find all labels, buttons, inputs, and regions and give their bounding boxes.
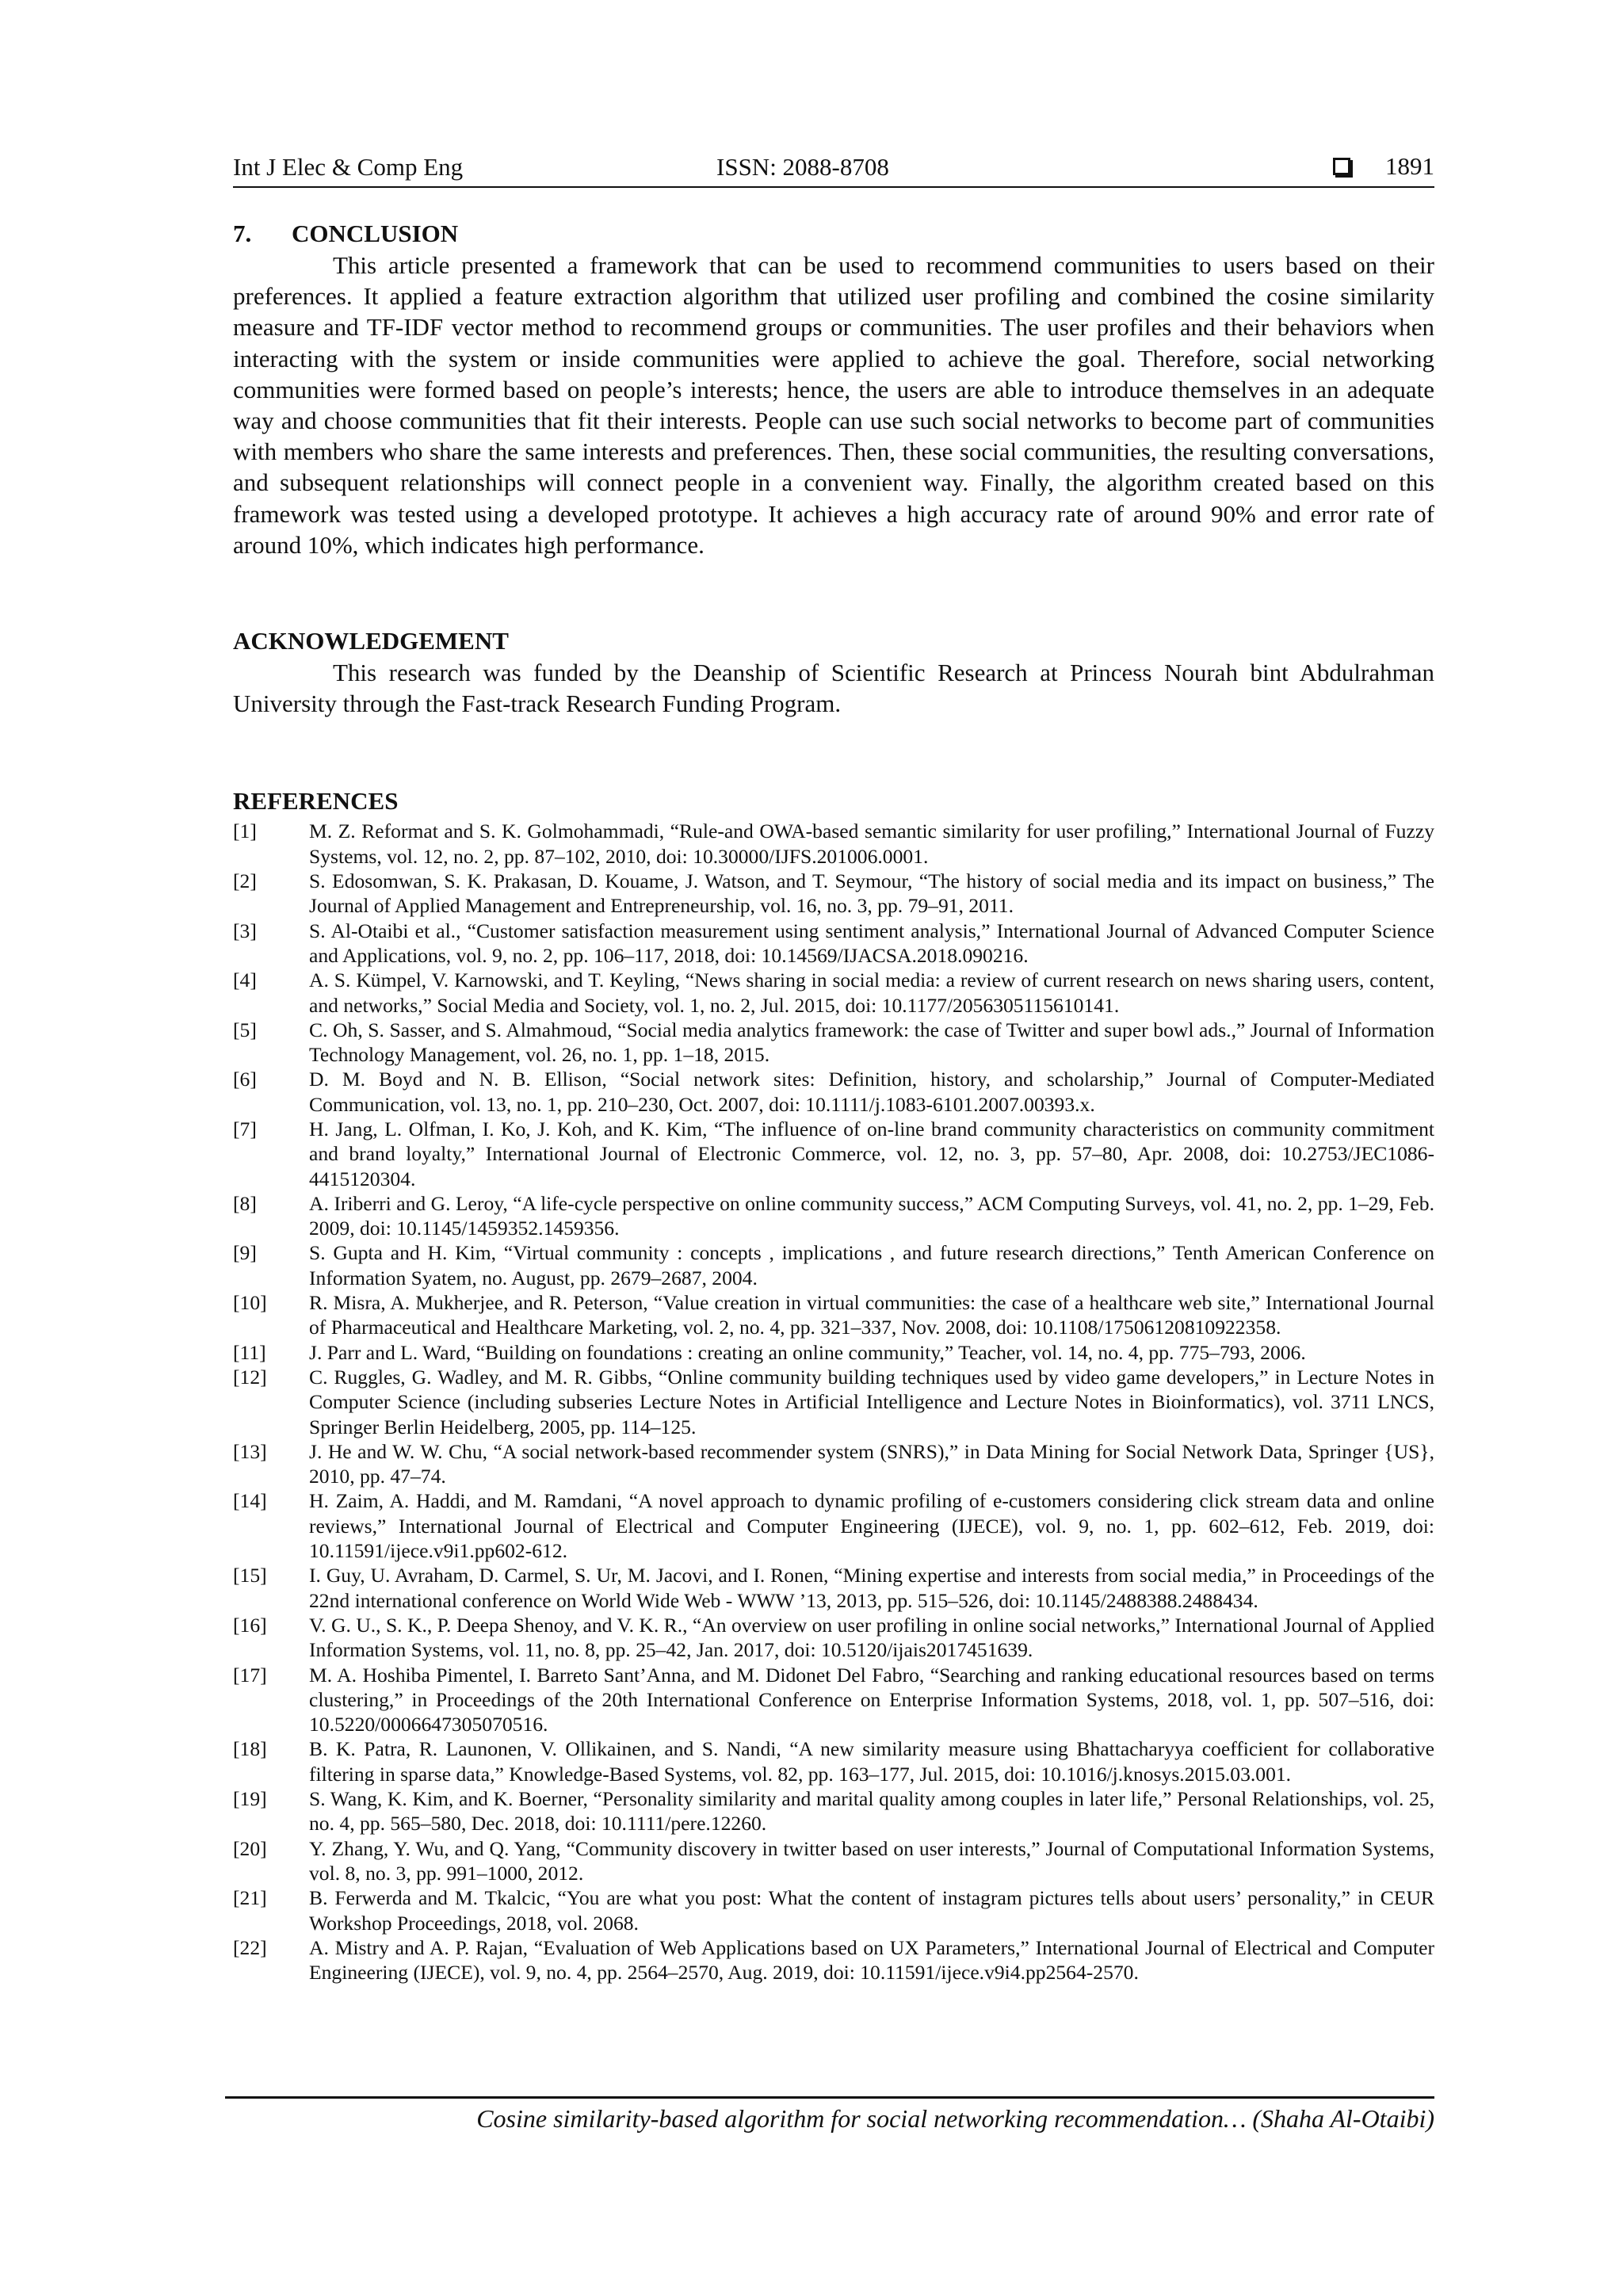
reference-item	[233, 1340, 1434, 1365]
reference-item	[233, 1191, 1434, 1241]
reference-item	[233, 819, 1434, 869]
reference-text: A. Iriberri and G. Leroy, “A life-cycle perspective on online community success,” ACM Computing Surveys, vol. 41, no. 2, pp. 1–29, Feb. 2009, doi: 10.1145/1459352.1459356.	[309, 1191, 1434, 1240]
reference-item	[233, 1290, 1434, 1340]
reference-number: [14]	[233, 1489, 267, 1513]
reference-text: D. M. Boyd and N. B. Ellison, “Social network sites: Definition, history, and scholarship,” Journal of Computer-Mediated Communication, vol. 13, no. 1, pp. 210–230, Oct. 2007, doi: 10.1111/j.1083-6101.2007.00393.x.	[309, 1068, 1434, 1116]
reference-text: M. A. Hoshiba Pimentel, I. Barreto Sant’Anna, and M. Didonet Del Fabro, “Searching and ranking educational resources based on terms clustering,” in Proceedings of the 20th International Conference on Enterprise Information Systems, 2018, vol. 1, pp. 507–516, doi: 10.5220/0006647305070516.	[309, 1663, 1434, 1736]
reference-text: J. Parr and L. Ward, “Building on foundations : creating an online community,” Teacher, vol. 14, no. 4, pp. 775–793, 2006.	[309, 1340, 1306, 1364]
reference-item	[233, 1240, 1434, 1290]
conclusion-paragraph: This article presented a framework that can be used to recommend communities to users based on their preferences. It applied a feature extraction algorithm that utilized user profiling and combined the cosine similarity measure and TF-IDF vector method to recommend groups or communities. The user profiles and their behaviors when interacting with the system or inside communities were applied to achieve the goal. Therefore, social networking communities were formed based on people’s interests; hence, the users are able to introduce themselves in an adequate way and choose communities that fit their interests. People can use such social networks to become part of communities with members who share the same interests and preferences. Then, these social communities, the resulting conversations, and subsequent relationships will connect people in a convenient way. Finally, the algorithm created based on this framework was tested using a developed prototype. It achieves a high accuracy rate of around 90% and error rate of around 10%, which indicates high performance.	[233, 251, 1434, 559]
reference-item	[233, 1365, 1434, 1439]
reference-item	[233, 869, 1434, 919]
page-number: 1891	[1385, 152, 1434, 180]
acknowledgement-heading: ACKNOWLEDGEMENT	[233, 627, 509, 655]
reference-text: C. Oh, S. Sasser, and S. Almahmoud, “Social media analytics framework: the case of Twitter and super bowl ads.,” Journal of Information Technology Management, vol. 26, no. 1, pp. 1–18, 2015.	[309, 1018, 1434, 1067]
reference-number: [2]	[233, 869, 257, 893]
reference-number: [9]	[233, 1241, 257, 1265]
reference-text: M. Z. Reformat and S. K. Golmohammadi, “Rule-and OWA-based semantic similarity for user profiling,” International Journal of Fuzzy Systems, vol. 12, no. 2, pp. 87–102, 2010, doi: 10.30000/IJFS.201006.0001.	[309, 819, 1434, 868]
reference-number: [15]	[233, 1564, 267, 1587]
reference-item	[233, 1067, 1434, 1117]
reference-text: V. G. U., S. K., P. Deepa Shenoy, and V. K. R., “An overview on user profiling in online social networks,” International Journal of Applied Information Systems, vol. 11, no. 8, pp. 25–42, Jan. 2017, doi: 10.5120/ijais2017451639.	[309, 1613, 1434, 1662]
reference-item	[233, 1836, 1434, 1886]
reference-text: S. Gupta and H. Kim, “Virtual community : concepts , implications , and future research directions,” Tenth American Conference on Information Syatem, no. August, pp. 2679–2687, 2004.	[309, 1241, 1434, 1289]
acknowledgement-paragraph: This research was funded by the Deanship of Scientific Research at Princess Nourah bint Abdulrahman University through the Fast-track Research Funding Program.	[233, 659, 1434, 718]
reference-number: [17]	[233, 1663, 267, 1687]
reference-number: [8]	[233, 1191, 257, 1215]
reference-number: [19]	[233, 1787, 267, 1811]
reference-text: S. Edosomwan, S. K. Prakasan, D. Kouame, J. Watson, and T. Seymour, “The history of social media and its impact on business,” The Journal of Applied Management and Entrepreneurship, vol. 16, no. 3, pp. 79–91, 2011.	[309, 869, 1434, 918]
reference-text: I. Guy, U. Avraham, D. Carmel, S. Ur, M. Jacovi, and I. Ronen, “Mining expertise and interests from social media,” in Proceedings of the 22nd international conference on World Wide Web - WWW ’13, 2013, pp. 515–526, doi: 10.1145/2488388.2488434.	[309, 1564, 1434, 1612]
reference-text: B. K. Patra, R. Launonen, V. Ollikainen, and S. Nandi, “A new similarity measure using Bhattacharyya coefficient for collaborative filtering in sparse data,” Knowledge-Based Systems, vol. 82, pp. 163–177, Jul. 2015, doi: 10.1016/j.knosys.2015.03.001.	[309, 1737, 1434, 1786]
reference-text: H. Zaim, A. Haddi, and M. Ramdani, “A novel approach to dynamic profiling of e-customers considering click stream data and online reviews,” International Journal of Electrical and Computer Engineering (IJECE), vol. 9, no. 1, pp. 602–612, Feb. 2019, doi: 10.11591/ijece.v9i1.pp602-612.	[309, 1489, 1434, 1563]
reference-number: [16]	[233, 1613, 267, 1637]
reference-number: [7]	[233, 1117, 257, 1140]
reference-text: H. Jang, L. Olfman, I. Ko, J. Koh, and K. Kim, “The influence of on-line brand community characteristics on community commitment and brand loyalty,” International Journal of Electronic Commerce, vol. 12, no. 3, pp. 57–80, Apr. 2008, doi: 10.2753/JEC1086-4415120304.	[309, 1117, 1434, 1190]
reference-text: R. Misra, A. Mukherjee, and R. Peterson, “Value creation in virtual communities: the case of a healthcare web site,” International Journal of Pharmaceutical and Healthcare Marketing, vol. 2, no. 4, pp. 321–337, Nov. 2008, doi: 10.1108/17506120810922358.	[309, 1291, 1434, 1339]
reference-text: Y. Zhang, Y. Wu, and Q. Yang, “Community discovery in twitter based on user interests,” Journal of Computational Information Systems, vol. 8, no. 3, pp. 991–1000, 2012.	[309, 1836, 1434, 1885]
running-footer: Cosine similarity-based algorithm for social networking recommendation… (Shaha Al-Otaibi)	[476, 2104, 1434, 2133]
reference-item	[233, 1885, 1434, 1935]
reference-number: [18]	[233, 1737, 267, 1761]
reference-number: [10]	[233, 1291, 267, 1315]
reference-number: [12]	[233, 1365, 267, 1389]
journal-name: Int J Elec & Comp Eng	[233, 153, 464, 181]
running-header	[233, 151, 1434, 188]
reference-item	[233, 1488, 1434, 1563]
reference-item	[233, 919, 1434, 968]
reference-item	[233, 1786, 1434, 1836]
reference-number: [5]	[233, 1018, 257, 1041]
reference-item	[233, 1117, 1434, 1191]
reference-text: J. He and W. W. Chu, “A social network-based recommender system (SNRS),” in Data Mining for Social Network Data, Springer {US}, 2010, pp. 47–74.	[309, 1439, 1434, 1488]
box-icon	[1333, 158, 1350, 175]
reference-text: C. Ruggles, G. Wadley, and M. R. Gibbs, “Online community building techniques used by video game developers,” in Lecture Notes in Computer Science (including subseries Lecture Notes in Artificial Intelligence and Lecture Notes in Bioinformatics), vol. 3711 LNCS, Springer Berlin Heidelberg, 2005, pp. 114–125.	[309, 1365, 1434, 1438]
section-number: 7.	[233, 220, 252, 247]
reference-number: [21]	[233, 1886, 267, 1910]
reference-item	[233, 1563, 1434, 1613]
reference-number: [4]	[233, 968, 257, 992]
reference-item	[233, 1613, 1434, 1663]
reference-number: [3]	[233, 919, 257, 942]
conclusion-heading	[233, 218, 1434, 250]
reference-number: [22]	[233, 1935, 267, 1959]
page	[233, 151, 1434, 1985]
reference-item	[233, 968, 1434, 1018]
reference-text: S. Al-Otaibi et al., “Customer satisfaction measurement using sentiment analysis,” International Journal of Advanced Computer Science and Applications, vol. 9, no. 2, pp. 106–117, 2018, doi: 10.14569/IJACSA.2018.090216.	[309, 919, 1434, 967]
reference-text: A. Mistry and A. P. Rajan, “Evaluation of Web Applications based on UX Parameters,” International Journal of Electrical and Computer Engineering (IJECE), vol. 9, no. 4, pp. 2564–2570, Aug. 2019, doi: 10.11591/ijece.v9i4.pp2564-2570.	[309, 1935, 1434, 1985]
page-number-group	[1333, 151, 1434, 182]
issn: ISSN: 2088-8708	[716, 153, 889, 181]
reference-number: [20]	[233, 1836, 267, 1860]
reference-text: B. Ferwerda and M. Tkalcic, “You are what you post: What the content of instagram pictures tells about users’ personality,” in CEUR Workshop Proceedings, 2018, vol. 2068.	[309, 1886, 1434, 1935]
footer-rule	[225, 2096, 1434, 2099]
reference-list	[233, 819, 1434, 1985]
reference-item	[233, 1935, 1434, 1985]
reference-item	[233, 1439, 1434, 1489]
reference-number: [1]	[233, 819, 257, 843]
reference-text: S. Wang, K. Kim, and K. Boerner, “Personality similarity and marital quality among couples in later life,” Personal Relationships, vol. 25, no. 4, pp. 565–580, Dec. 2018, doi: 10.1111/pere.12260.	[309, 1787, 1434, 1836]
reference-item	[233, 1663, 1434, 1737]
section-title: CONCLUSION	[292, 220, 459, 247]
reference-item	[233, 1018, 1434, 1068]
reference-number: [6]	[233, 1068, 257, 1091]
reference-number: [11]	[233, 1340, 266, 1364]
reference-item	[233, 1736, 1434, 1786]
reference-text: A. S. Kümpel, V. Karnowski, and T. Keyling, “News sharing in social media: a review of current research on news sharing users, content, and networks,” Social Media and Society, vol. 1, no. 2, Jul. 2015, doi: 10.1177/2056305115610141.	[309, 968, 1434, 1017]
reference-number: [13]	[233, 1439, 267, 1463]
references-heading: REFERENCES	[233, 787, 399, 816]
